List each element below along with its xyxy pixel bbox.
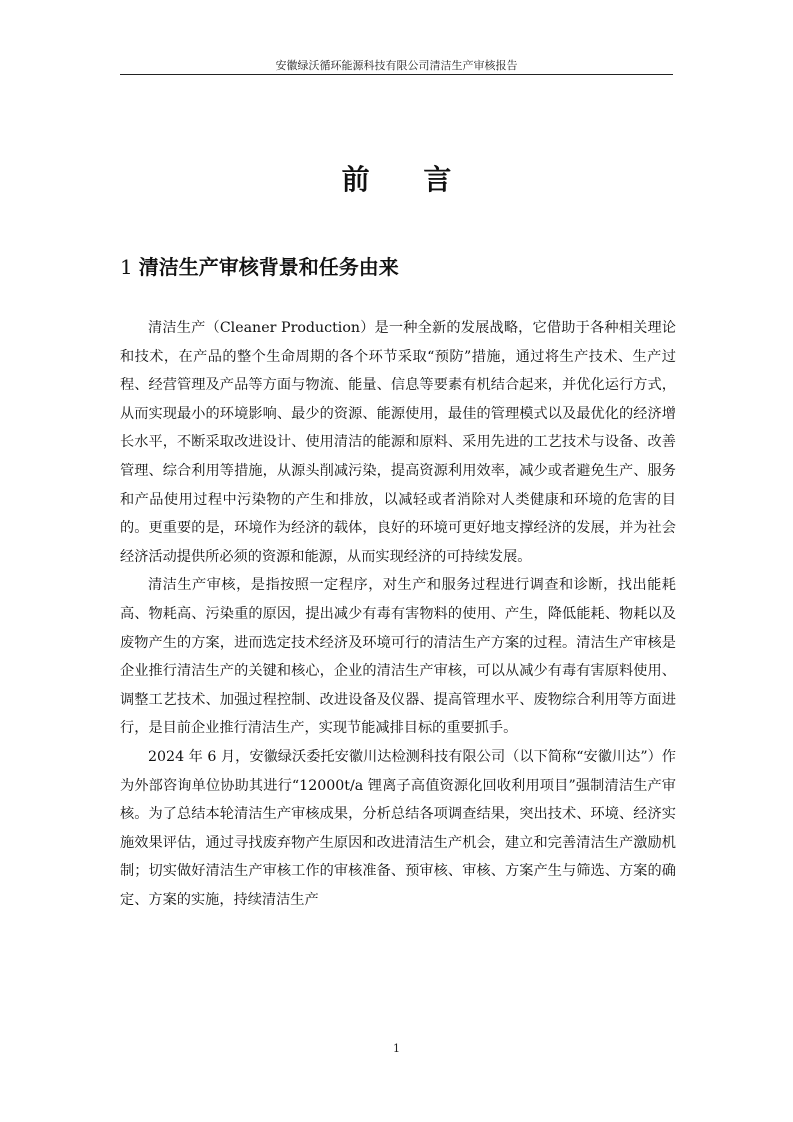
page-number: 1 <box>393 1042 400 1055</box>
section-heading-text: 清洁生产审核背景和任务由来 <box>138 255 399 279</box>
paragraph-cleaner-production: 清洁生产（Cleaner Production）是一种全新的发展战略，它借助于各种相关理论和技术，在产品的整个生命周期的各个环节采取“预防”措施，通过将生产技术、生产过程、经营管理及产品等方面与物流、能量、信息等要素有机结合起来，并优化运行方式，从而实现最小的环境影响、最少的资源、能源使用，最佳的管理模式以及最优化的经济增长水平，不断采取改进设计、使用清洁的能源和原料、采用先进的工艺技术与设备、改善管理、综合利用等措施，从源头削减污染，提高资源利用效率，减少或者避免生产、服务和产品使用过程中污染物的产生和排放，以减轻或者消除对人类健康和环境的危害的目的。更重要的是，环境作为经济的载体，良好的环境可更好地支撑经济的发展，并为社会经济活动提供所必须的资源和能源，从而实现经济的可持续发展。 <box>120 320 676 565</box>
section-heading <box>120 253 673 281</box>
page-title: 前 言 <box>341 163 474 196</box>
running-header-title: 安徽绿沃循环能源科技有限公司清洁生产审核报告 <box>275 59 518 72</box>
running-header <box>120 54 673 75</box>
body-text <box>120 314 676 914</box>
section-number: 1 <box>120 255 133 279</box>
paragraph-audit-background: 2024 年 6 月，安徽绿沃委托安徽川达检测科技有限公司（以下简称“安徽川达”）作为外部咨询单位协助其进行“12000t/a 锂离子高值资源化回收利用项目”强制清洁生产审核。为了总结本轮清洁生产审核成果，分析总结各项调查结果，突出技术、环境、经济实施效果评估，通过寻找废弃物产生原因和改进清洁生产机会，建立和完善清洁生产激励机制；切实做好清洁生产审核工作的审核准备、预审核、审核、方案产生与筛选、方案的确定、方案的实施，持续清洁生产 <box>120 748 676 908</box>
paragraph-audit-definition: 清洁生产审核，是指按照一定程序，对生产和服务过程进行调查和诊断，找出能耗高、物耗高、污染重的原因，提出减少有毒有害物料的使用、产生，降低能耗、物耗以及废物产生的方案，进而选定技术经济及环境可行的清洁生产方案的过程。清洁生产审核是企业推行清洁生产的关键和核心，企业的清洁生产审核，可以从减少有毒有害原料使用、调整工艺技术、加强过程控制、改进设备及仪器、提高管理水平、废物综合利用等方面进行，是目前企业推行清洁生产，实现节能减排目标的重要抓手。 <box>120 577 676 737</box>
